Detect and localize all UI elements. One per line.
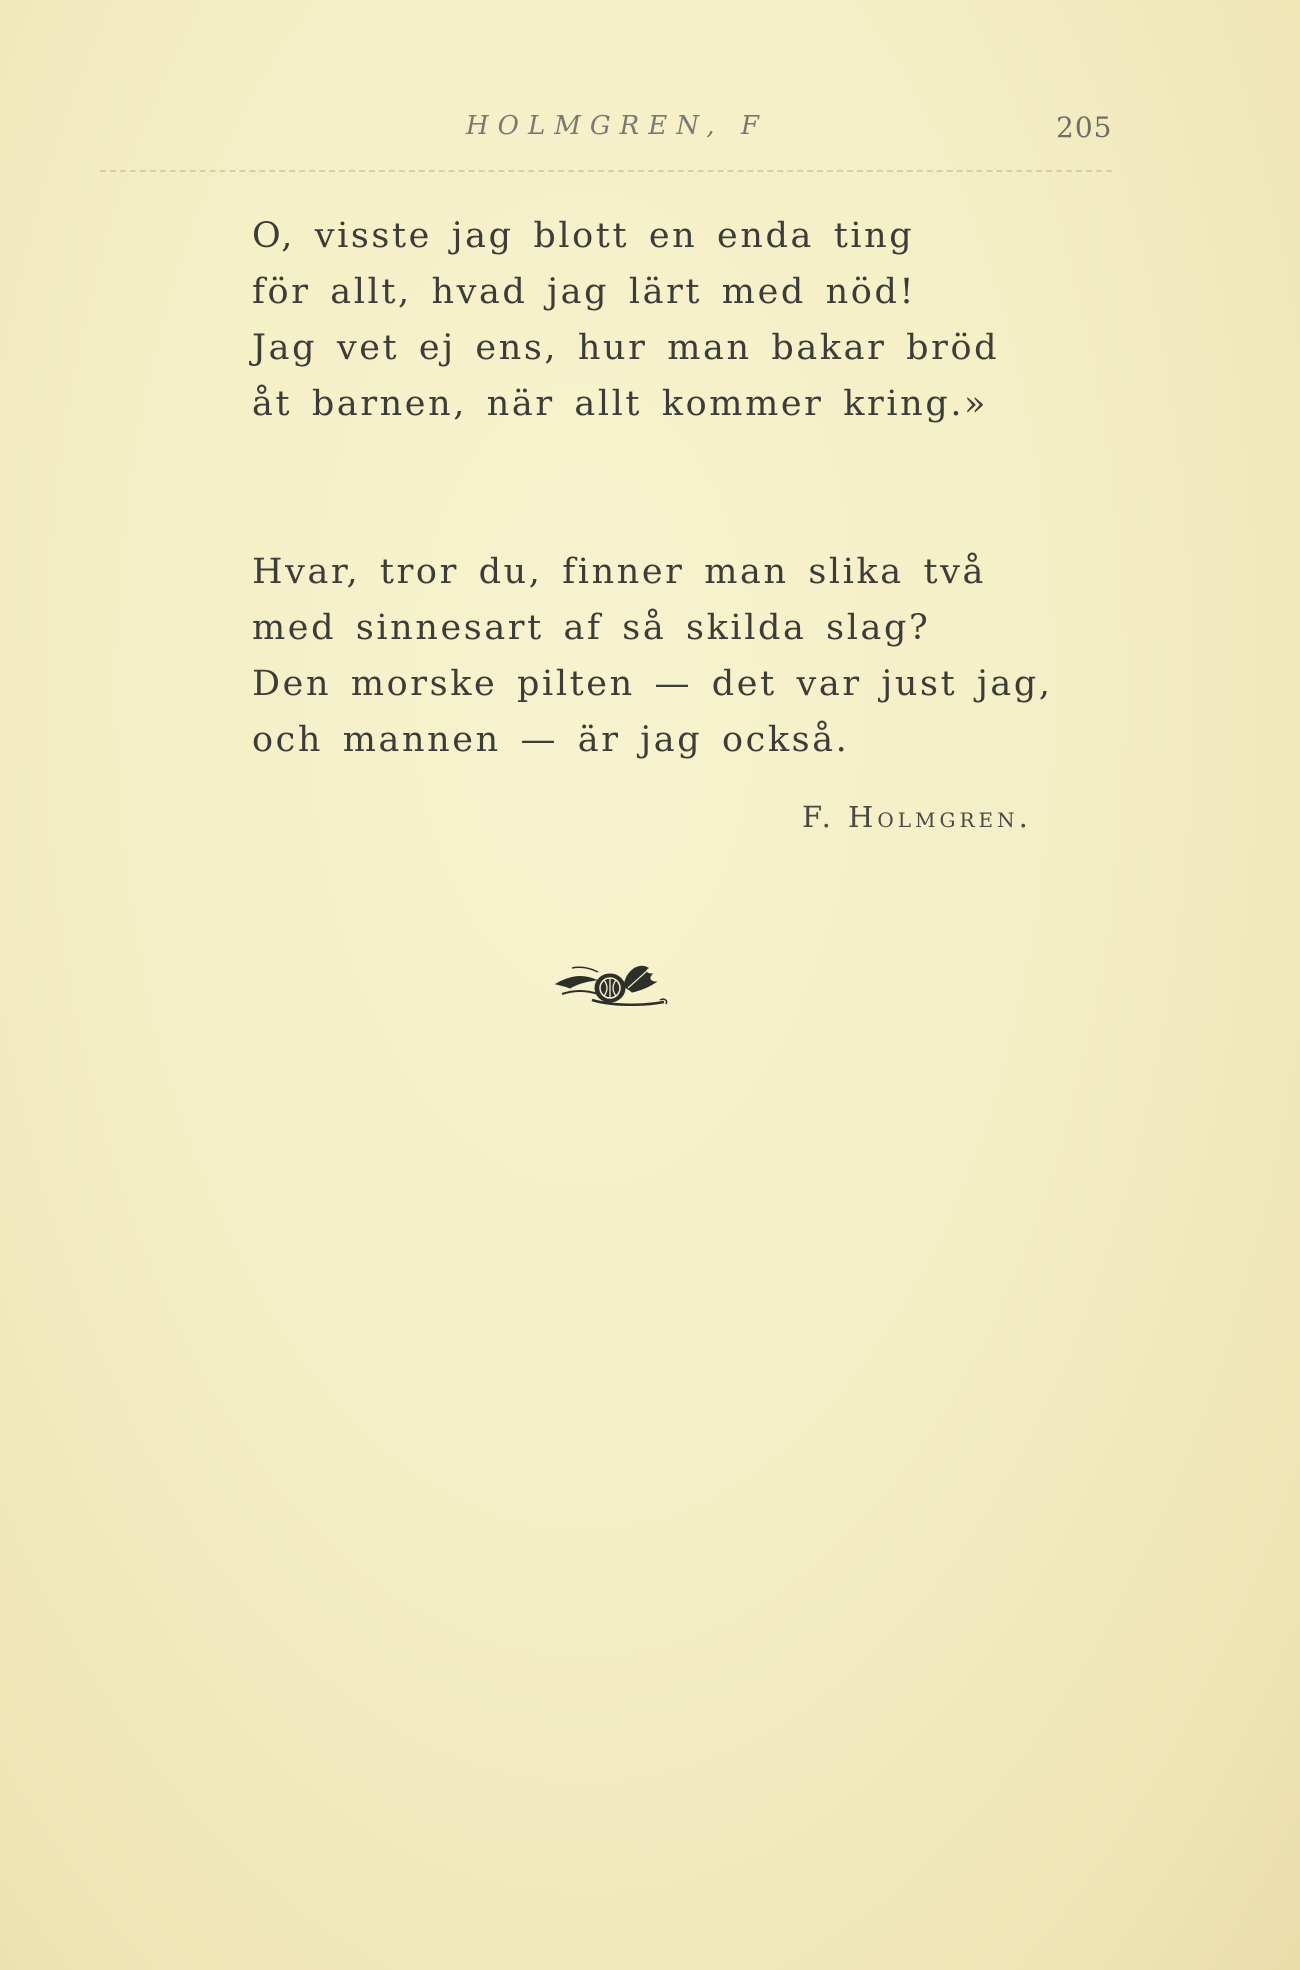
leaf-tailpiece-icon xyxy=(552,950,672,1014)
running-head: HOLMGREN, F xyxy=(466,111,768,141)
verse-line: med sinnesart af så skilda slag? xyxy=(252,608,931,648)
verse-line: för allt, hvad jag lärt med nöd! xyxy=(252,272,917,312)
page-number: 205 xyxy=(1056,111,1113,144)
verse-line: Den morske pilten — det var just jag, xyxy=(252,664,1053,704)
verse-line: Jag vet ej ens, hur man bakar bröd xyxy=(252,328,1000,368)
header-rule xyxy=(100,170,1112,172)
author-signature: F. Holmgren. xyxy=(802,800,1032,834)
verse-line: O, visste jag blott en enda ting xyxy=(252,216,915,256)
verse-line: Hvar, tror du, finner man slika två xyxy=(252,552,986,592)
stanza-1 xyxy=(252,208,999,432)
verse-line: åt barnen, när allt kommer kring.» xyxy=(252,384,989,424)
verse-line: och mannen — är jag också. xyxy=(252,720,850,760)
stanza-2 xyxy=(252,544,1053,768)
